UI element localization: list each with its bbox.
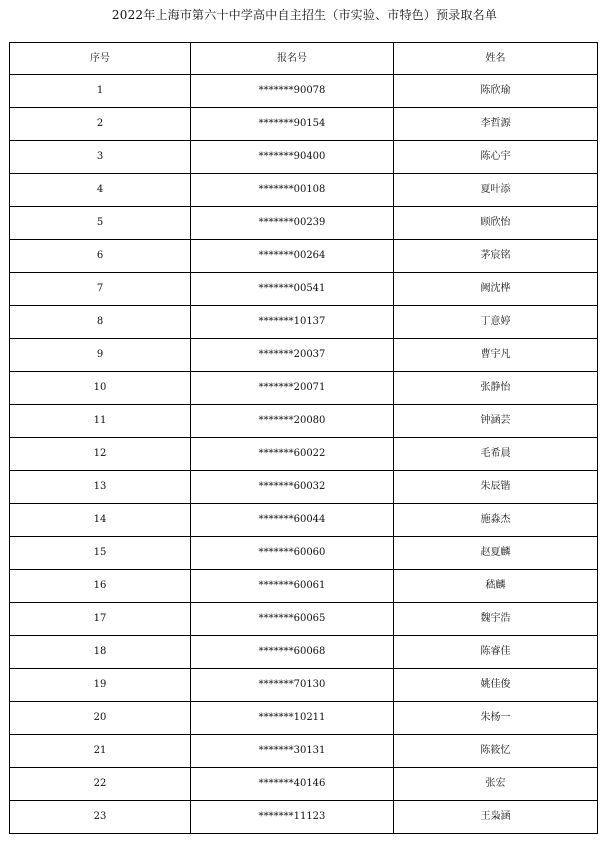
header-index: 序号 bbox=[10, 43, 191, 75]
row-index: 9 bbox=[10, 339, 191, 372]
row-name: 陈睿佳 bbox=[394, 636, 598, 669]
row-index: 21 bbox=[10, 735, 191, 768]
row-registration-number: *******10211 bbox=[191, 702, 394, 735]
row-registration-number: *******20071 bbox=[191, 372, 394, 405]
table-row bbox=[10, 537, 598, 570]
row-name: 李哲源 bbox=[394, 108, 598, 141]
table-row bbox=[10, 207, 598, 240]
row-registration-number: *******00541 bbox=[191, 273, 394, 306]
table-body bbox=[10, 75, 598, 834]
table-row bbox=[10, 504, 598, 537]
header-name: 姓名 bbox=[394, 43, 598, 75]
table-row bbox=[10, 669, 598, 702]
row-index: 20 bbox=[10, 702, 191, 735]
table-row bbox=[10, 306, 598, 339]
row-index: 11 bbox=[10, 405, 191, 438]
row-name: 陈心宇 bbox=[394, 141, 598, 174]
row-name: 阙沈桦 bbox=[394, 273, 598, 306]
row-index: 17 bbox=[10, 603, 191, 636]
row-registration-number: *******60061 bbox=[191, 570, 394, 603]
row-registration-number: *******60068 bbox=[191, 636, 394, 669]
row-registration-number: *******90400 bbox=[191, 141, 394, 174]
table-row bbox=[10, 702, 598, 735]
row-index: 2 bbox=[10, 108, 191, 141]
row-name: 朱杨一 bbox=[394, 702, 598, 735]
row-name: 顾欣怡 bbox=[394, 207, 598, 240]
table-row bbox=[10, 75, 598, 108]
row-name: 毛希晨 bbox=[394, 438, 598, 471]
row-registration-number: *******20080 bbox=[191, 405, 394, 438]
table-row bbox=[10, 801, 598, 834]
table-row bbox=[10, 768, 598, 801]
row-registration-number: *******30131 bbox=[191, 735, 394, 768]
row-index: 19 bbox=[10, 669, 191, 702]
row-registration-number: *******00264 bbox=[191, 240, 394, 273]
row-index: 6 bbox=[10, 240, 191, 273]
table-row bbox=[10, 108, 598, 141]
row-name: 茅宸铭 bbox=[394, 240, 598, 273]
row-registration-number: *******00239 bbox=[191, 207, 394, 240]
row-registration-number: *******20037 bbox=[191, 339, 394, 372]
row-index: 13 bbox=[10, 471, 191, 504]
row-registration-number: *******60022 bbox=[191, 438, 394, 471]
row-registration-number: *******11123 bbox=[191, 801, 394, 834]
row-index: 8 bbox=[10, 306, 191, 339]
row-index: 10 bbox=[10, 372, 191, 405]
row-index: 7 bbox=[10, 273, 191, 306]
row-index: 14 bbox=[10, 504, 191, 537]
table-row bbox=[10, 735, 598, 768]
table-row bbox=[10, 471, 598, 504]
row-index: 22 bbox=[10, 768, 191, 801]
document-title: 2022年上海市第六十中学高中自主招生（市实验、市特色）预录取名单 bbox=[111, 8, 498, 22]
row-name: 王枭涵 bbox=[394, 801, 598, 834]
row-name: 钟涵芸 bbox=[394, 405, 598, 438]
admission-list-table bbox=[9, 42, 598, 834]
table-row bbox=[10, 570, 598, 603]
row-index: 12 bbox=[10, 438, 191, 471]
row-index: 16 bbox=[10, 570, 191, 603]
row-registration-number: *******10137 bbox=[191, 306, 394, 339]
row-registration-number: *******90154 bbox=[191, 108, 394, 141]
row-index: 18 bbox=[10, 636, 191, 669]
row-registration-number: *******40146 bbox=[191, 768, 394, 801]
row-index: 5 bbox=[10, 207, 191, 240]
row-registration-number: *******60032 bbox=[191, 471, 394, 504]
row-name: 丁意婷 bbox=[394, 306, 598, 339]
header-registration-number: 报名号 bbox=[191, 43, 394, 75]
row-name: 施淼杰 bbox=[394, 504, 598, 537]
table-row bbox=[10, 603, 598, 636]
row-registration-number: *******60065 bbox=[191, 603, 394, 636]
row-name: 姚佳俊 bbox=[394, 669, 598, 702]
table-row bbox=[10, 438, 598, 471]
table-row bbox=[10, 405, 598, 438]
row-registration-number: *******60044 bbox=[191, 504, 394, 537]
row-index: 1 bbox=[10, 75, 191, 108]
row-index: 15 bbox=[10, 537, 191, 570]
table-row bbox=[10, 636, 598, 669]
table-row bbox=[10, 339, 598, 372]
row-name: 张静怡 bbox=[394, 372, 598, 405]
row-name: 朱辰锴 bbox=[394, 471, 598, 504]
row-name: 魏宇浩 bbox=[394, 603, 598, 636]
row-name: 夏叶添 bbox=[394, 174, 598, 207]
table-header-row bbox=[10, 43, 598, 75]
row-name: 张宏 bbox=[394, 768, 598, 801]
row-name: 嵇麟 bbox=[394, 570, 598, 603]
table-row bbox=[10, 141, 598, 174]
row-name: 曹宇凡 bbox=[394, 339, 598, 372]
row-index: 23 bbox=[10, 801, 191, 834]
row-index: 4 bbox=[10, 174, 191, 207]
row-registration-number: *******90078 bbox=[191, 75, 394, 108]
row-name: 陈筱忆 bbox=[394, 735, 598, 768]
row-registration-number: *******60060 bbox=[191, 537, 394, 570]
table-row bbox=[10, 273, 598, 306]
row-registration-number: *******00108 bbox=[191, 174, 394, 207]
row-name: 赵夏麟 bbox=[394, 537, 598, 570]
table-row bbox=[10, 240, 598, 273]
row-name: 陈欣瑜 bbox=[394, 75, 598, 108]
row-registration-number: *******70130 bbox=[191, 669, 394, 702]
table-row bbox=[10, 372, 598, 405]
row-index: 3 bbox=[10, 141, 191, 174]
table-row bbox=[10, 174, 598, 207]
